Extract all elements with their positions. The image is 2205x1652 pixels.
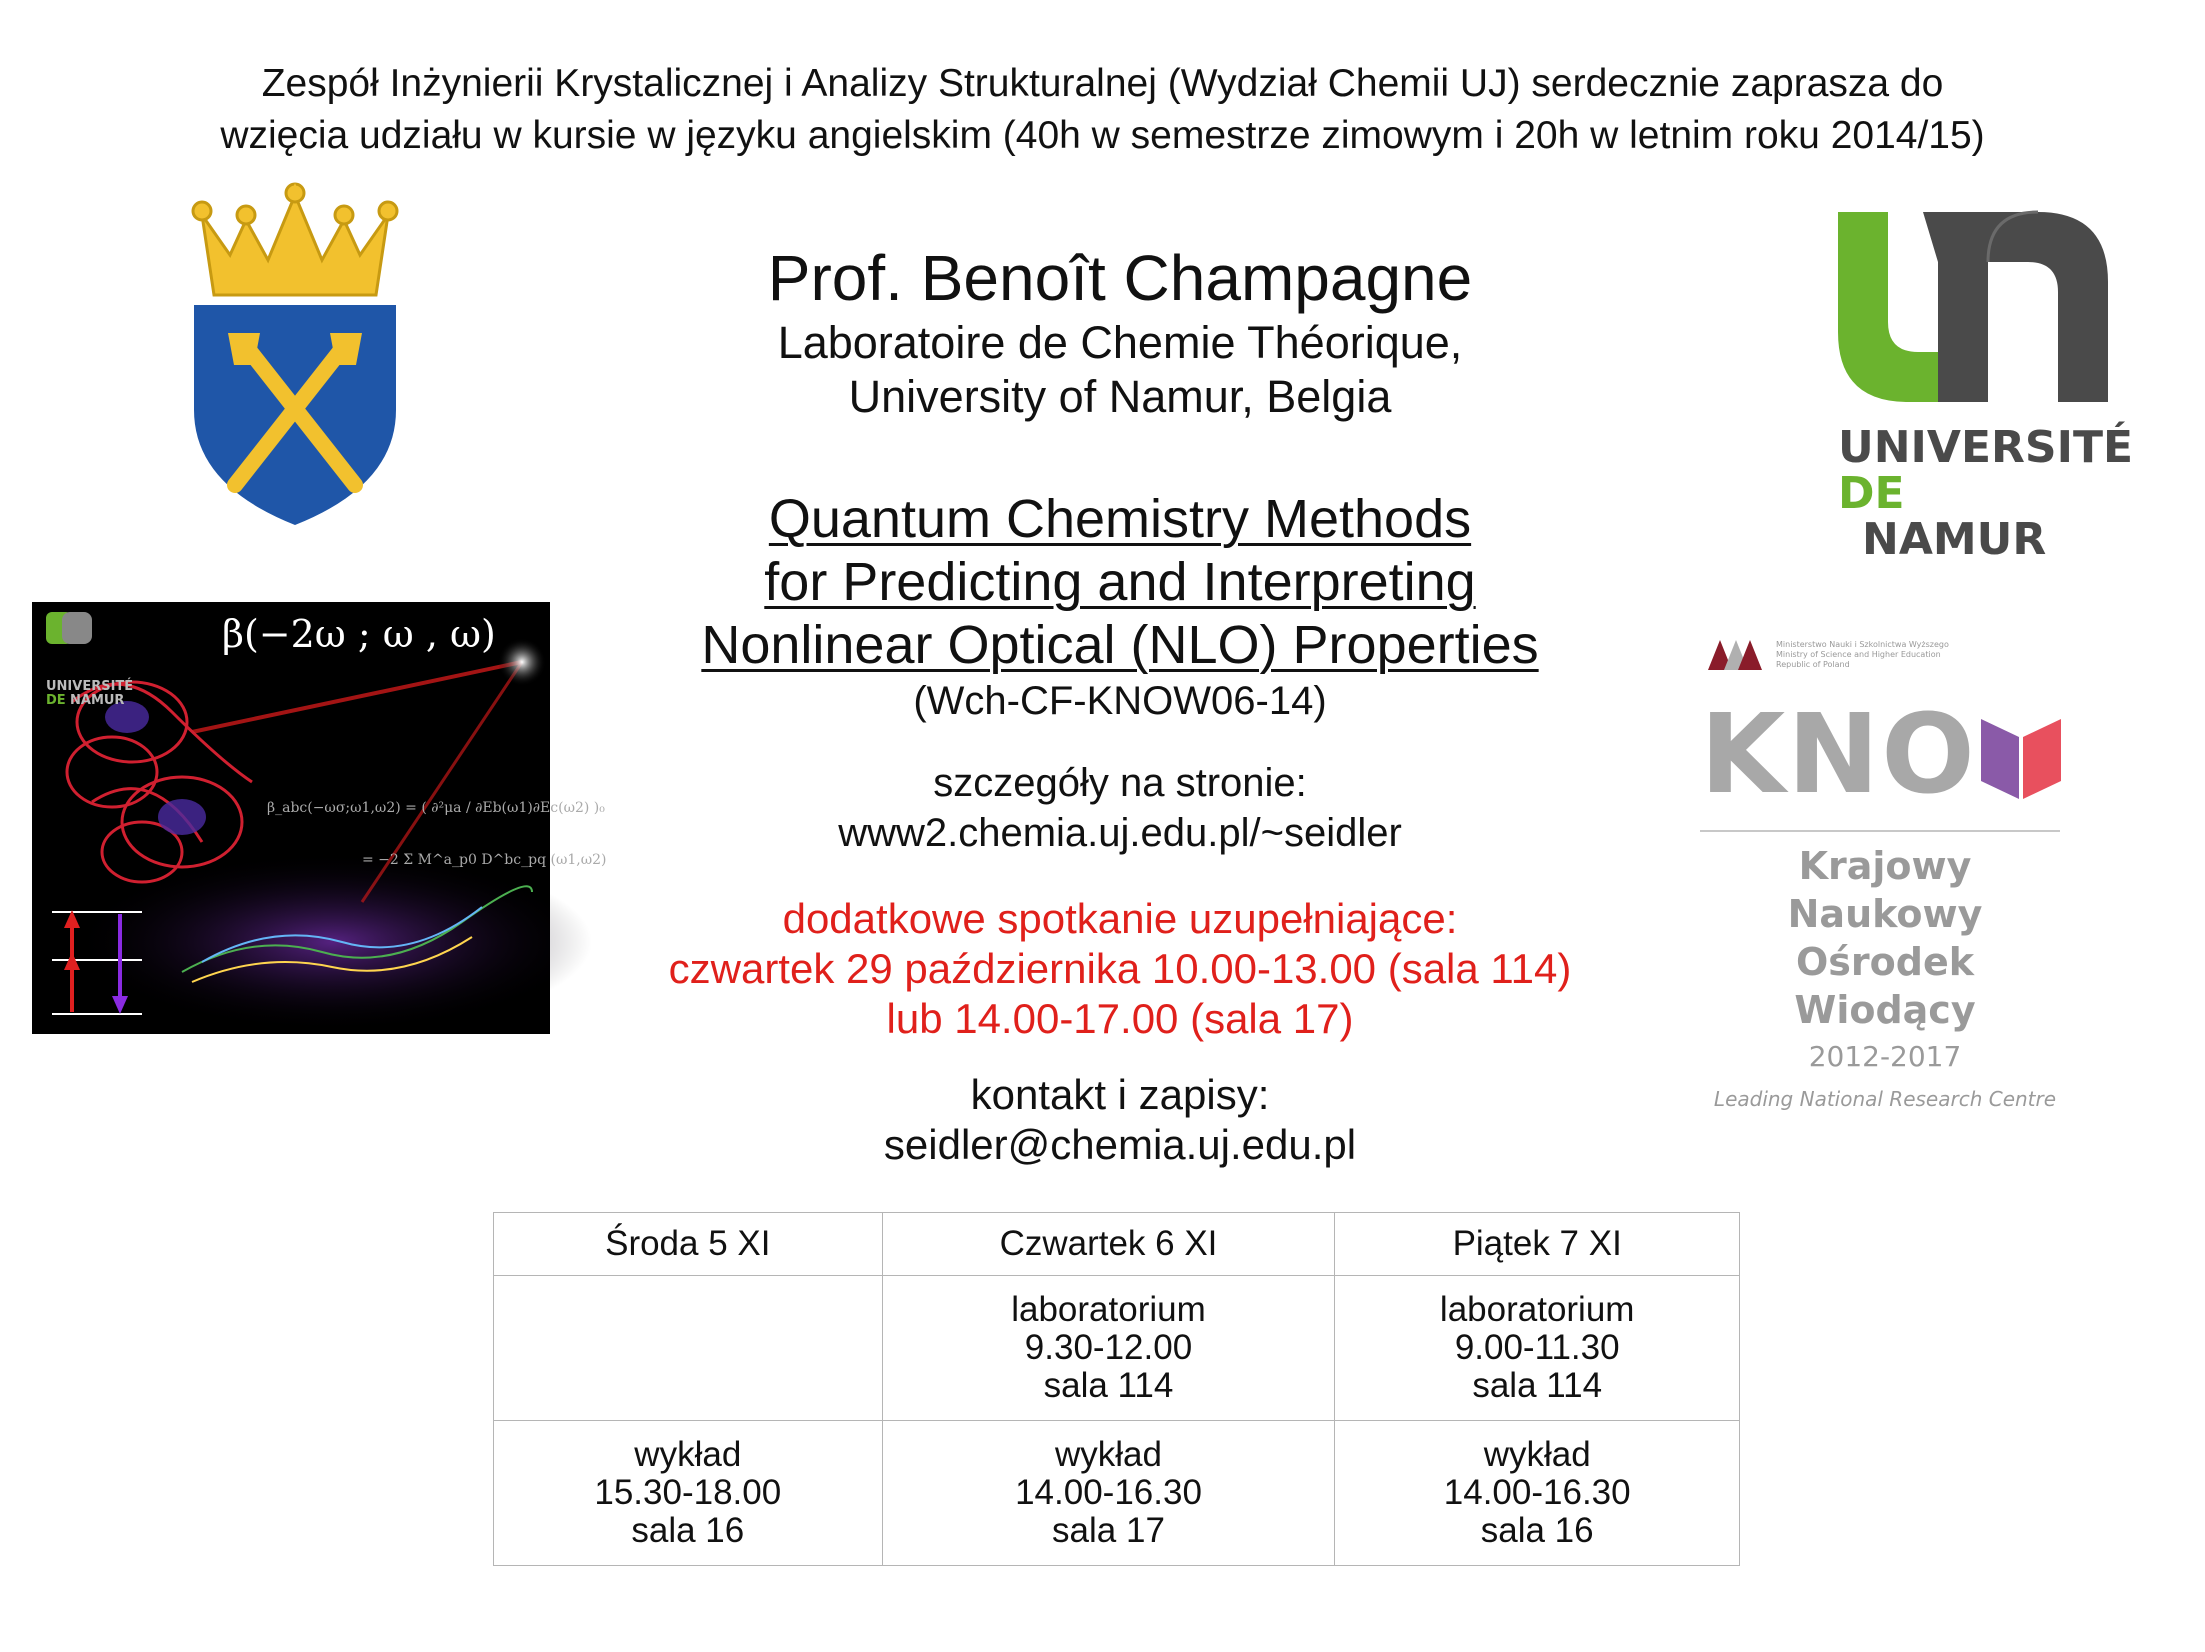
speaker-name: Prof. Benoît Champagne [767,242,1473,314]
extra-meeting-line-1: dodatkowe spotkanie uzupełniające: [782,895,1458,942]
cell-type: wykład [634,1435,742,1474]
details-label: szczegóły na stronie: [933,761,1307,805]
affiliation-line-1: Laboratoire de Chemie Théorique, [777,317,1463,368]
cell-time: 14.00-16.30 [1015,1473,1202,1512]
schedule-header-cell: Czwartek 6 XI [882,1213,1335,1276]
header-line-1: Zespół Inżynierii Krystalicznej i Analizy Strukturalnej (Wydział Chemii UJ) serdecznie zaprasza do [261,62,1944,105]
cell-room: sala 114 [1472,1366,1603,1405]
cell-room: sala 17 [1052,1511,1165,1550]
namur-un-icon [1838,202,2108,412]
details-block [560,758,1680,858]
cell-time: 9.30-12.00 [1024,1328,1193,1367]
invitation-header [0,58,2205,162]
schedule-header-cell: Środa 5 XI [494,1213,883,1276]
schedule-cell [882,1421,1335,1566]
schedule-cell [494,1421,883,1566]
schedule-header-cell: Piątek 7 XI [1335,1213,1740,1276]
nlo-equation-2: = −2 Σ M^a_p0 D^bc_pq (ω1,ω2) [362,852,607,868]
schedule-row [494,1276,1740,1421]
header-line-2: wzięcia udziału w kursie w języku angielskim (40h w semestrze zimowym i 20h w letnim roku 2014/15) [220,114,1985,157]
cell-time: 14.00-16.30 [1443,1473,1631,1512]
universite-de-namur-logo [1838,202,2134,565]
know-divider [1700,830,2060,832]
contact-block [560,1070,1680,1170]
course-code: (Wch-CF-KNOW06-14) [913,679,1327,723]
details-url-link[interactable]: www2.chemia.uj.edu.pl/~seidler [838,811,1402,855]
affiliation-line-2: University of Namur, Belgia [848,371,1392,422]
nlo-namur-de: DE [46,693,66,708]
know-letters: KNO [1700,690,1977,818]
ministry-header [1708,640,2080,670]
schedule-cell [1335,1276,1740,1421]
speaker-affiliation [560,316,1680,424]
schedule-cell [882,1276,1335,1421]
ministry-emblem-icon [1708,640,1762,670]
schedule-row [494,1421,1740,1566]
ministry-line-3: Republic of Poland [1776,660,1850,669]
schedule-table [493,1212,1740,1566]
extra-meeting-notice [560,894,1680,1044]
namur-universite-text: UNIVERSITÉ [1838,422,2134,473]
course-title-line-3: Nonlinear Optical (NLO) Properties [701,615,1539,675]
cell-room: sala 114 [1043,1366,1174,1405]
cell-type: wykład [1483,1435,1591,1474]
nlo-equation-1: β_abc(−ωσ;ω1,ω2) = ( ∂²μa / ∂Eb(ω1)∂Ec(ω2) )₀ [267,800,605,816]
extra-meeting-line-2: czwartek 29 października 10.00-13.00 (sala 114) [668,945,1572,992]
schedule-cell [494,1276,883,1421]
cell-time: 9.00-11.30 [1454,1328,1620,1367]
schedule-header-row [494,1213,1740,1276]
nlo-namur-namur: NAMUR [70,693,125,708]
uj-coat-of-arms-logo [190,185,400,525]
know-logo [1700,640,2080,1111]
contact-label: kontakt i zapisy: [970,1071,1270,1118]
cell-time: 15.30-18.00 [594,1473,782,1512]
nlo-molecule-image [32,602,607,1034]
ministry-line-2: Ministry of Science and Higher Education [1776,650,1941,659]
cell-room: sala 16 [1480,1511,1594,1550]
cell-type: laboratorium [1011,1290,1206,1329]
uj-crest-icon [190,185,400,525]
nlo-namur-line1: UNIVERSITÉ [46,679,134,694]
namur-de-text: DE [1838,468,1905,519]
nlo-illustration [32,602,607,1034]
namur-de-namur-text [1838,468,2108,565]
schedule-cell [1335,1421,1740,1566]
ministry-line-1: Ministerstwo Nauki i Szkolnictwa Wyższego [1776,640,1949,649]
know-name-line-2: Ośrodek Wiodący [1794,940,1976,1032]
nlo-beta-formula: β(−2ω ; ω , ω) [222,612,496,656]
namur-namur-text: NAMUR [1862,514,2047,565]
cell-room: sala 16 [631,1511,745,1550]
know-book-icon [1981,709,2061,799]
contact-email-link[interactable]: seidler@chemia.uj.edu.pl [883,1121,1357,1168]
cell-type: wykład [1055,1435,1162,1474]
course-title-line-2: for Predicting and Interpreting [764,552,1476,612]
extra-meeting-line-3: lub 14.00-17.00 (sala 17) [886,995,1354,1042]
cell-type: laboratorium [1439,1290,1635,1329]
know-leading-text: Leading National Research Centre [1713,1087,2057,1111]
course-title [560,488,1680,677]
know-name-line-1: Krajowy Naukowy [1787,844,1983,936]
course-title-line-1: Quantum Chemistry Methods [768,489,1472,549]
know-years: 2012-2017 [1808,1040,1962,1073]
